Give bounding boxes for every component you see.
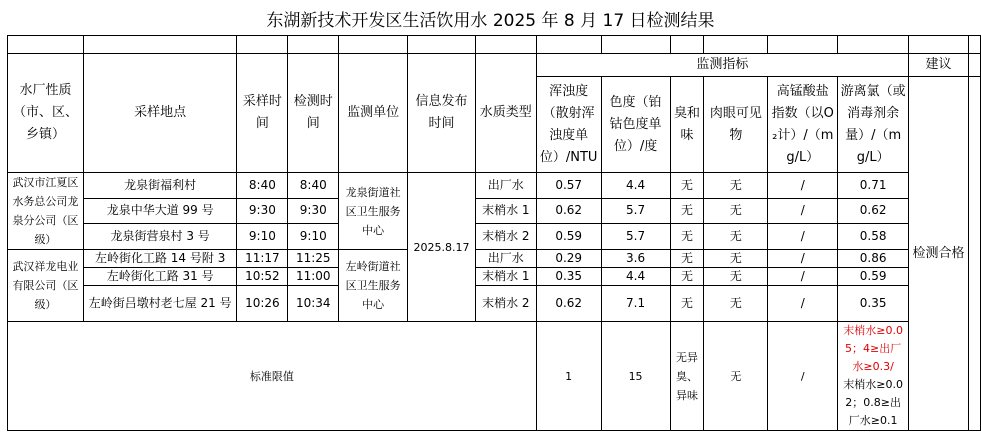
cell-visible: 无 (704, 286, 768, 322)
monitoring-unit: 龙泉街道社区卫生服务中心 (339, 173, 408, 250)
header-sample-time: 采样时间 (237, 54, 288, 173)
margin-cell (968, 77, 980, 431)
table-row (8, 198, 981, 224)
limit-odor: 无异臭、异味 (670, 322, 704, 431)
cell-chlorine: 0.86 (838, 250, 909, 268)
cell-water-type: 出厂水 (475, 173, 536, 199)
cell-test-time: 10:34 (288, 286, 339, 322)
page-title: 东湖新技术开发区生活饮用水 2025 年 8 月 17 日检测结果 (266, 11, 715, 31)
header-unit: 监测单位 (339, 54, 408, 173)
cell-turbidity: 0.35 (536, 268, 601, 286)
cell-turbidity: 0.62 (536, 198, 601, 224)
cell-color: 5.7 (601, 198, 670, 224)
cell-chlorine: 0.62 (838, 198, 909, 224)
plant-name: 武汉祥龙电业有限公司（区级） (8, 250, 84, 322)
blank-cell (408, 36, 476, 54)
cell-location: 龙泉街营泉村 3 号 (83, 224, 237, 250)
cell-test-time: 11:00 (288, 268, 339, 286)
header-water-type: 水质类型 (475, 54, 536, 173)
header-turbidity: 浑浊度（散射浑浊度单位）/NTU (536, 77, 601, 173)
cell-chlorine: 0.59 (838, 268, 909, 286)
blank-cell (8, 36, 84, 54)
cell-test-time: 11:25 (288, 250, 339, 268)
cell-sample-time: 9:10 (237, 224, 288, 250)
cell-permanganate: / (768, 198, 838, 224)
table-row (8, 286, 981, 322)
header-location: 采样地点 (83, 54, 237, 173)
blank-cell (838, 36, 909, 54)
blank-cell (237, 36, 288, 54)
table-row (8, 173, 981, 199)
cell-location: 龙泉街福利村 (83, 173, 237, 199)
blank-cell (536, 36, 601, 54)
results-table (7, 35, 981, 431)
cell-water-type: 末梢水 1 (475, 198, 536, 224)
limit-chlorine-red: 末梢水≥0.05；4≥出厂水≥0.3/ (843, 324, 903, 373)
cell-location: 左岭街吕墩村老七屋 21 号 (83, 286, 237, 322)
cell-permanganate: / (768, 250, 838, 268)
cell-odor: 无 (670, 224, 704, 250)
header-test-time: 检测时间 (288, 54, 339, 173)
cell-water-type: 末梢水 2 (475, 224, 536, 250)
cell-water-type: 出厂水 (475, 250, 536, 268)
header-permanganate: 高锰酸盐指数（以O₂计）/（mg/L） (768, 77, 838, 173)
blank-cell (601, 36, 670, 54)
limit-chlorine-black: 末梢水≥0.02；0.8≥出厂水≥0.1 (843, 378, 903, 427)
table-row (8, 250, 981, 268)
limit-color: 15 (601, 322, 670, 431)
cell-permanganate: / (768, 224, 838, 250)
cell-color: 4.4 (601, 268, 670, 286)
blank-cell (768, 36, 838, 54)
header-row-1 (8, 54, 981, 77)
cell-turbidity: 0.62 (536, 286, 601, 322)
header-chlorine: 游离氯（或消毒剂余量）/（mg/L） (838, 77, 909, 173)
limit-turbidity: 1 (536, 322, 601, 431)
cell-sample-time: 10:52 (237, 268, 288, 286)
cell-permanganate: / (768, 286, 838, 322)
blank-cell (968, 36, 980, 54)
cell-odor: 无 (670, 198, 704, 224)
cell-visible: 无 (704, 198, 768, 224)
cell-test-time: 8:40 (288, 173, 339, 199)
cell-water-type: 末梢水 1 (475, 268, 536, 286)
header-publish-time: 信息发布时间 (408, 54, 476, 173)
blank-cell (288, 36, 339, 54)
cell-water-type: 末梢水 2 (475, 286, 536, 322)
limit-visible: 无 (704, 322, 768, 431)
blank-cell (83, 36, 237, 54)
cell-odor: 无 (670, 173, 704, 199)
header-indicators-group: 监测指标 (536, 54, 908, 77)
cell-visible: 无 (704, 173, 768, 199)
blank-row (8, 36, 981, 54)
cell-turbidity: 0.59 (536, 224, 601, 250)
header-plant-type: 水厂性质（市、区、乡镇） (8, 54, 84, 173)
blank-cell (909, 36, 969, 54)
cell-color: 5.7 (601, 224, 670, 250)
cell-test-time: 9:10 (288, 224, 339, 250)
cell-color: 7.1 (601, 286, 670, 322)
conclusion: 检测合格 (909, 77, 969, 431)
header-visible: 肉眼可见物 (704, 77, 768, 173)
publish-date: 2025.8.17 (408, 173, 476, 322)
cell-permanganate: / (768, 268, 838, 286)
monitoring-unit: 左岭街道社区卫生服务中心 (339, 250, 408, 322)
cell-permanganate: / (768, 173, 838, 199)
limits-label: 标准限值 (8, 322, 537, 431)
cell-turbidity: 0.29 (536, 250, 601, 268)
cell-turbidity: 0.57 (536, 173, 601, 199)
cell-visible: 无 (704, 224, 768, 250)
blank-cell (670, 36, 704, 54)
cell-sample-time: 10:26 (237, 286, 288, 322)
blank-cell (339, 36, 408, 54)
blank-cell (475, 36, 536, 54)
cell-location: 左岭街化工路 14 号附 3 (83, 250, 237, 268)
plant-name: 武汉市江夏区水务总公司龙泉分公司（区级） (8, 173, 84, 250)
header-color: 色度（铂钴色度单位）/度 (601, 77, 670, 173)
cell-location: 龙泉中华大道 99 号 (83, 198, 237, 224)
cell-odor: 无 (670, 286, 704, 322)
header-odor: 臭和味 (670, 77, 704, 173)
header-advice: 建议 (909, 54, 969, 77)
cell-sample-time: 9:30 (237, 198, 288, 224)
limit-permanganate: / (768, 322, 838, 431)
cell-test-time: 9:30 (288, 198, 339, 224)
cell-color: 3.6 (601, 250, 670, 268)
blank-cell (704, 36, 768, 54)
cell-visible: 无 (704, 268, 768, 286)
cell-odor: 无 (670, 250, 704, 268)
cell-chlorine: 0.58 (838, 224, 909, 250)
cell-chlorine: 0.35 (838, 286, 909, 322)
cell-sample-time: 8:40 (237, 173, 288, 199)
margin-cell (968, 54, 980, 77)
cell-visible: 无 (704, 250, 768, 268)
table-row (8, 268, 981, 286)
cell-location: 左岭街化工路 31 号 (83, 268, 237, 286)
cell-color: 4.4 (601, 173, 670, 199)
limit-chlorine (838, 322, 909, 431)
limits-row (8, 322, 981, 431)
cell-chlorine: 0.71 (838, 173, 909, 199)
table-row (8, 224, 981, 250)
cell-sample-time: 11:17 (237, 250, 288, 268)
cell-odor: 无 (670, 268, 704, 286)
